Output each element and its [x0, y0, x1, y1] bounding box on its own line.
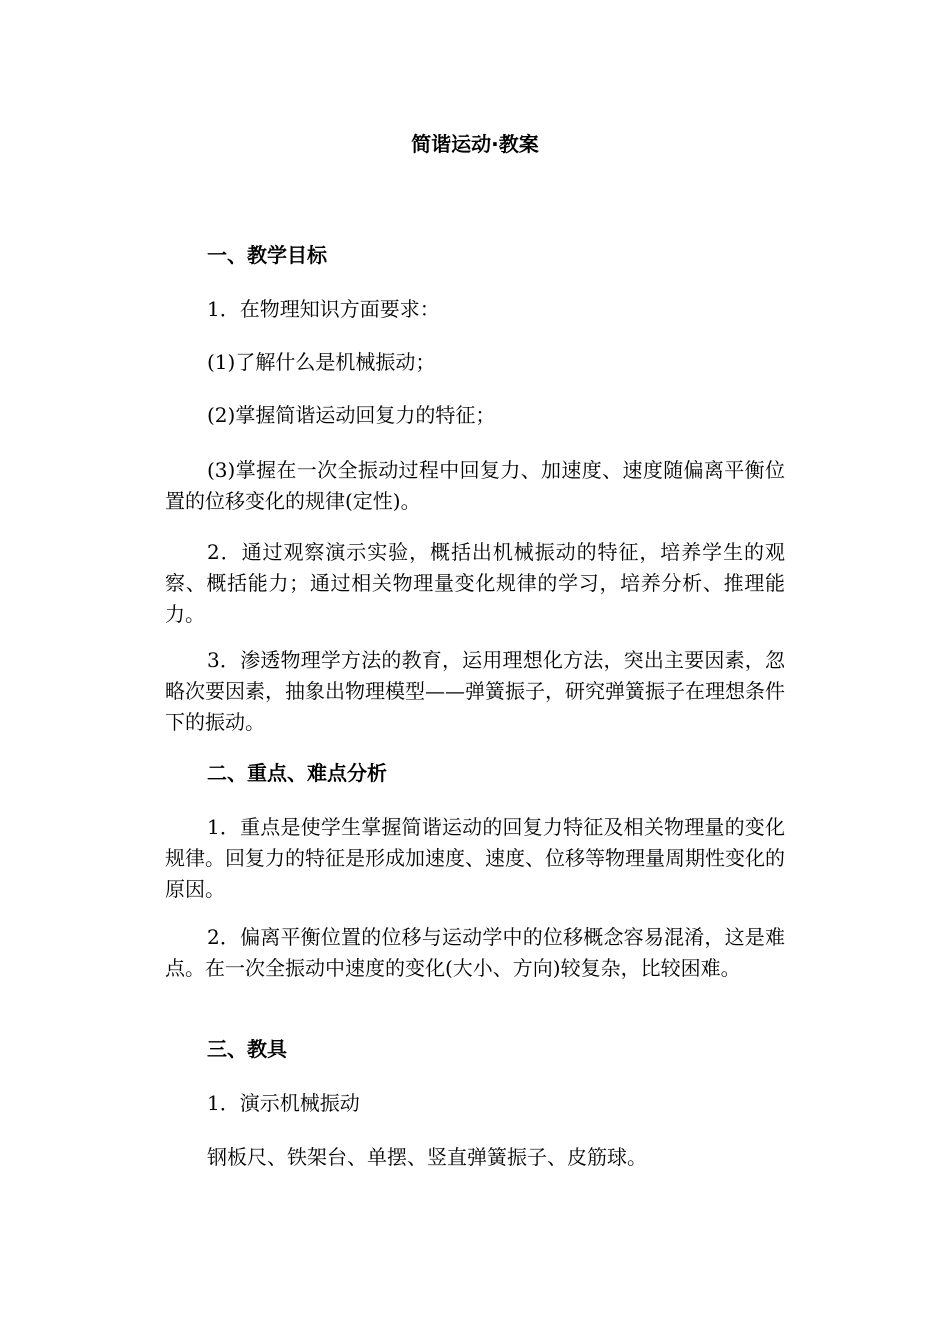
section-heading-key-points: 二、重点、难点分析: [207, 761, 387, 785]
paragraph: 1．在物理知识方面要求：: [207, 297, 440, 321]
paragraph: 2．偏离平衡位置的位移与运动学中的位移概念容易混淆，这是难点。在一次全振动中速度的变化(大小、方向)较复杂，比较困难。: [165, 925, 785, 980]
paragraph: 1．重点是使学生掌握简谐运动的回复力特征及相关物理量的变化规律。回复力的特征是形成加速度、速度、位移等物理量周期性变化的原因。: [165, 815, 785, 901]
paragraph: (1)了解什么是机械振动；: [207, 350, 436, 374]
section-heading-teaching-aids: 三、教具: [207, 1037, 287, 1061]
paragraph: 1．演示机械振动: [207, 1091, 360, 1115]
document-title: 简谐运动·教案: [411, 132, 539, 156]
paragraph: (3)掌握在一次全振动过程中回复力、加速度、速度随偏离平衡位置的位移变化的规律(定性)。: [165, 458, 785, 513]
paragraph: 钢板尺、铁架台、单摆、竖直弹簧振子、皮筋球。: [207, 1145, 647, 1169]
paragraph: (2)掌握简谐运动回复力的特征；: [207, 403, 496, 427]
section-heading-objectives: 一、教学目标: [207, 243, 327, 267]
paragraph: 2．通过观察演示实验，概括出机械振动的特征，培养学生的观察、概括能力；通过相关物理量变化规律的学习，培养分析、推理能力。: [165, 540, 785, 626]
paragraph: 3．渗透物理学方法的教育，运用理想化方法，突出主要因素，忽略次要因素，抽象出物理模型——弹簧振子，研究弹簧振子在理想条件下的振动。: [165, 648, 785, 734]
